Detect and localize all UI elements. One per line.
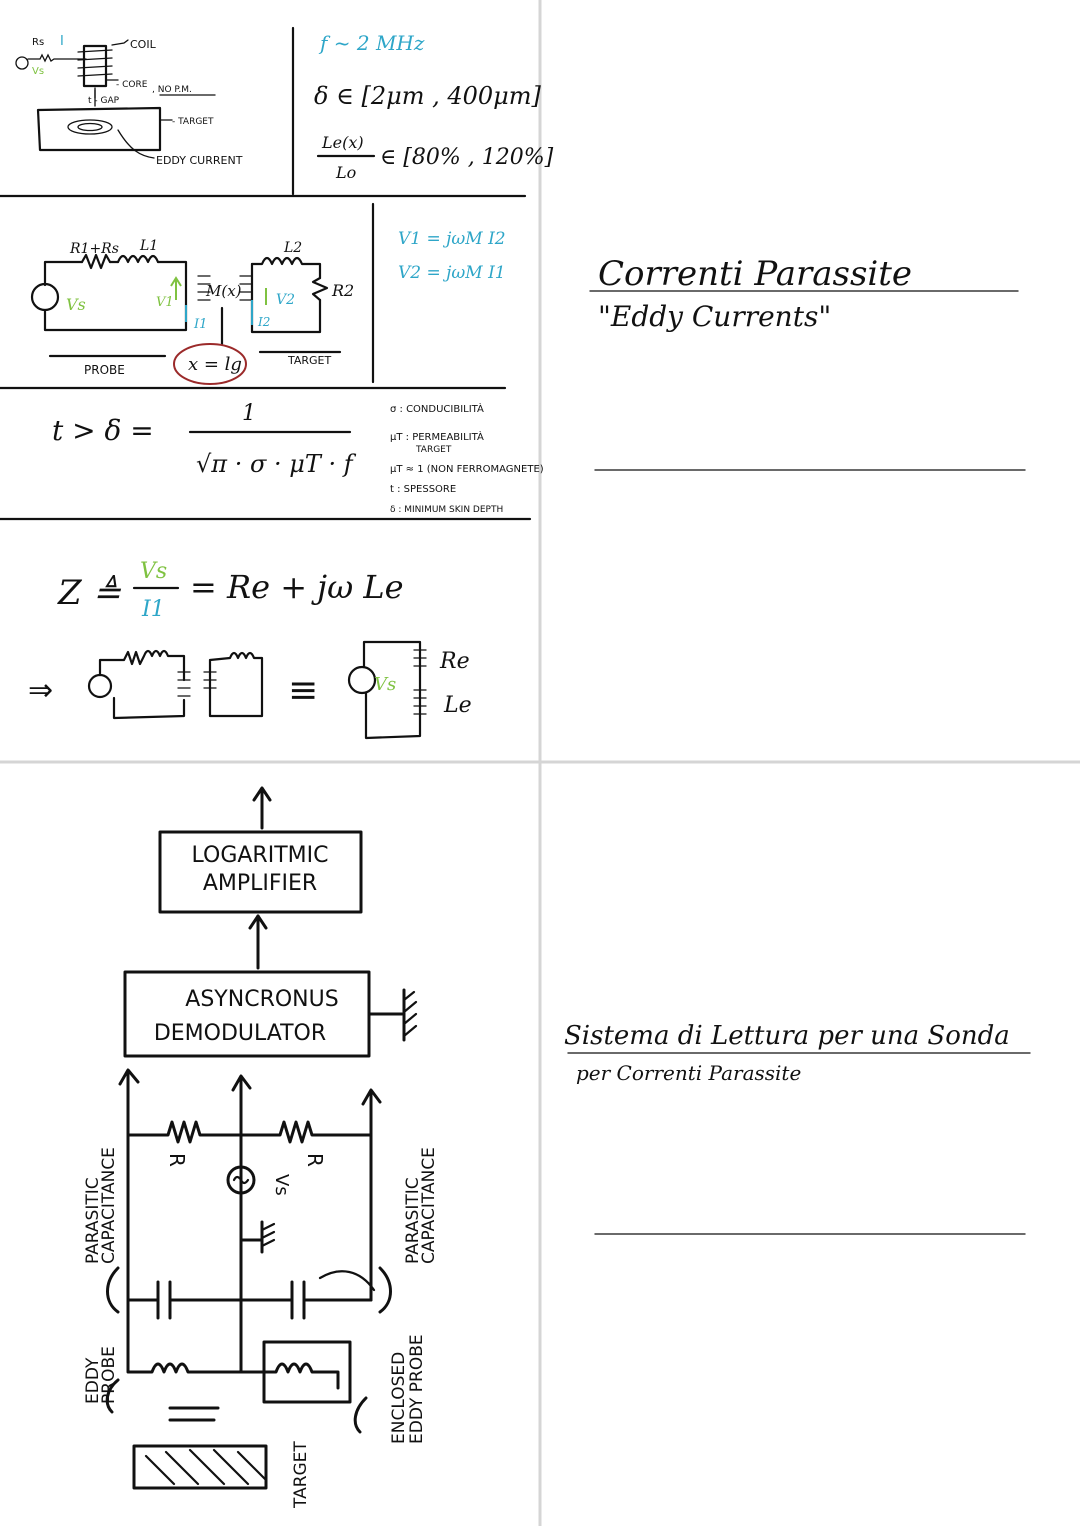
r-left-label: R [165, 1153, 189, 1167]
mutual-label: M(x) [206, 282, 242, 300]
top-title: Correnti Parassite [598, 254, 913, 294]
vs-label: Vs [32, 66, 45, 77]
eddy-probe-coil-icon [128, 1300, 241, 1372]
x-lg-label: x = lg [188, 354, 242, 375]
specs-block [314, 31, 554, 182]
vs-label: Vs [66, 295, 86, 314]
r2-label: R2 [332, 281, 355, 300]
equivalent-source-icon [349, 667, 375, 693]
resistor-r2-icon [313, 278, 327, 300]
implies-symbol: ⇒ [28, 673, 54, 708]
ratio-numerator: Le(x) [322, 133, 364, 152]
source-icon [89, 675, 111, 697]
z-numerator: Vs [140, 559, 168, 584]
current-label: I [60, 34, 64, 49]
z-def: Z ≜ [58, 573, 121, 613]
parasitic-right-1: PARASITIC [403, 1177, 423, 1264]
l1-label: L1 [140, 238, 159, 254]
ac-source-icon [16, 57, 28, 69]
target-label: TARGET [291, 1441, 311, 1508]
bottom-subtitle: per Correnti Parassite [576, 1061, 802, 1085]
i1-label: I1 [194, 317, 208, 332]
bridge-resistors-icon [128, 1122, 371, 1142]
enclosed-probe-2: EDDY PROBE [407, 1334, 427, 1444]
voltage-source-icon [32, 284, 58, 310]
skin-depth-block [52, 401, 544, 515]
parasitic-cap-right-icon [292, 1282, 304, 1318]
z-rhs: = Re + jω Le [190, 568, 404, 606]
i2-label: I2 [258, 315, 271, 329]
ratio-range: ∈ [80% , 120%] [380, 145, 554, 170]
z-denominator: I1 [142, 597, 165, 622]
eddy-probe-1: EDDY [83, 1357, 103, 1404]
v2-label: V2 [276, 292, 296, 308]
top-title-block [590, 254, 1025, 470]
eddy-probe-2: PROBE [99, 1346, 119, 1404]
coil-label: COIL [130, 38, 156, 51]
probe-label: PROBE [84, 363, 125, 377]
skin-numerator: 1 [242, 401, 256, 426]
equivalent-vs-label: Vs [374, 674, 397, 695]
v1-equation: V1 = jωM I2 [398, 229, 506, 249]
mu-def: μT : PERMEABILITÀ [390, 432, 484, 443]
ratio-denominator: Lo [336, 163, 357, 182]
top-subtitle: "Eddy Currents" [598, 300, 832, 333]
frequency-label: f ~ 2 MHz [320, 31, 425, 55]
r1rs-label: R1+Rs [70, 241, 119, 257]
equivalent-symbol: ≡ [288, 670, 319, 711]
coupled-circuit [32, 238, 354, 384]
readout-block-diagram [83, 788, 439, 1509]
target-label: TARGET [288, 354, 332, 367]
core-label: - CORE [116, 80, 148, 90]
gap-label: t - GAP [88, 96, 120, 106]
inductor-l2-icon [252, 258, 320, 278]
vs-label: Vs [271, 1174, 292, 1196]
parasitic-left-1: PARASITIC [83, 1177, 103, 1264]
mu-def-target: TARGET [416, 445, 452, 455]
rs-label: Rs [32, 37, 45, 48]
log-amp-line2: AMPLIFIER [202, 871, 318, 896]
enclosed-probe-1: ENCLOSED [389, 1351, 409, 1444]
target-label: - TARGET [172, 117, 214, 127]
skin-denominator: √π · σ · μT · f [196, 450, 353, 478]
parasitic-cap-left-icon [158, 1282, 170, 1318]
coil-target-sketch [16, 34, 243, 167]
l2-label: L2 [284, 240, 303, 256]
delta-range: δ ∈ [2μm , 400μm] [314, 82, 541, 110]
demod-line1: ASYNCRONUS [185, 987, 339, 1012]
no-pm-label: , NO P.M. [152, 85, 192, 95]
bottom-title-block [564, 1021, 1030, 1234]
impedance-block [28, 559, 472, 738]
t-def: t : SPESSORE [390, 484, 457, 495]
log-amp-line1: LOGARITMIC [191, 843, 329, 868]
eddy-current-label: EDDY CURRENT [156, 154, 243, 167]
skin-lhs: t > δ = [52, 414, 154, 447]
re-label: Re [440, 649, 470, 674]
mu-approx: μT ≈ 1 (NON FERROMAGNETE) [390, 464, 544, 475]
parasitic-right-2: CAPACITANCE [419, 1147, 439, 1264]
v2-equation: V2 = jωM I1 [398, 263, 506, 283]
r-right-label: R [303, 1153, 327, 1167]
delta-def: δ : MINIMUM SKIN DEPTH [390, 505, 504, 515]
bottom-title: Sistema di Lettura per una Sonda [564, 1021, 1010, 1051]
sigma-def: σ : CONDUCIBILITÀ [390, 404, 484, 415]
mutual-equations [398, 229, 506, 283]
inductor-l1-icon [118, 256, 158, 262]
v1-label: V1 [156, 295, 174, 310]
le-label: Le [444, 693, 472, 718]
demod-line2: DEMODULATOR [153, 1021, 327, 1046]
parasitic-left-2: CAPACITANCE [99, 1147, 119, 1264]
